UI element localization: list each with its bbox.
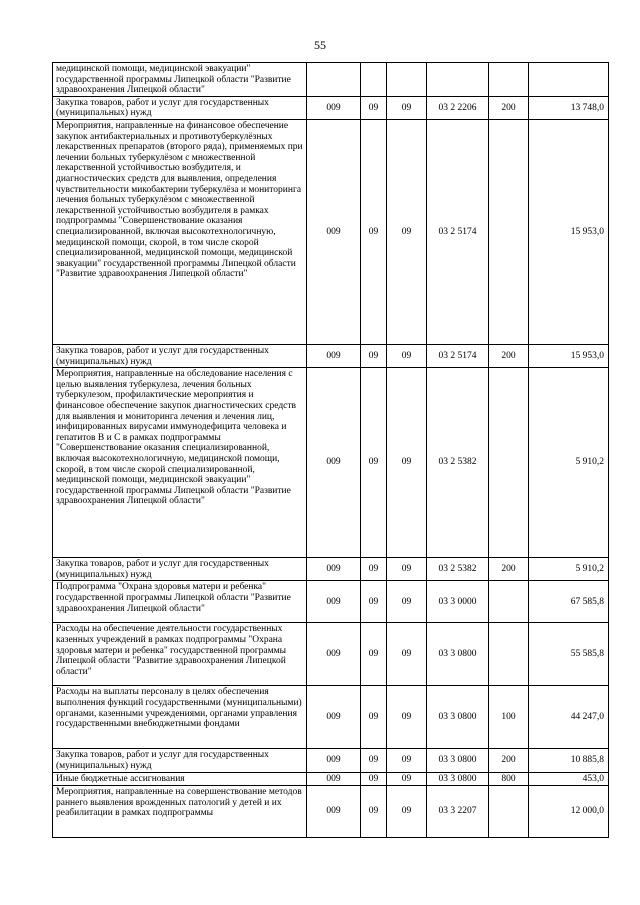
section-code: 09 [361, 96, 387, 119]
expense-kind-code: 800 [489, 772, 529, 786]
row-name: Расходы на выплаты персоналу в целях обеспечения выполнения функций государственными (муниципальными) органами, казенными учреждениями, органами управления государственными внебюджетными фондами [53, 686, 307, 749]
target-code: 03 2 5382 [427, 558, 489, 581]
ministry-code: 009 [307, 368, 361, 558]
section-code: 09 [361, 344, 387, 367]
expense-kind-code [489, 623, 529, 686]
amount: 55 585,8 [529, 623, 609, 686]
target-code: 03 2 5174 [427, 344, 489, 367]
target-code: 03 3 0800 [427, 686, 489, 749]
ministry-code: 009 [307, 581, 361, 623]
row-name: Иные бюджетные ассигнования [53, 772, 307, 786]
amount: 5 910,2 [529, 368, 609, 558]
expense-kind-code: 200 [489, 344, 529, 367]
section-code: 09 [361, 772, 387, 786]
section-code: 09 [361, 786, 387, 838]
amount: 453,0 [529, 772, 609, 786]
ministry-code: 009 [307, 786, 361, 838]
page-number: 55 [314, 38, 326, 52]
section-code: 09 [361, 558, 387, 581]
amount: 13 748,0 [529, 96, 609, 119]
subsection-code: 09 [387, 623, 427, 686]
target-code: 03 2 5174 [427, 119, 489, 344]
row-name: Закупка товаров, работ и услуг для государственных (муниципальных) нужд [53, 344, 307, 367]
row-name: Мероприятия, направленные на финансовое обеспечение закупок антибактериальных и противотуберкулёзных лекарственных препаратов (второго ряда), применяемых при лечении больных туберкулёзом с множественной лекарственной устойчивостью возбудителя, и диагностических средств для выявления, определения чувствительности микобактерии туберкулёза и мониторинга лечения больных туберкулёзом с множественной лекарственной устойчивостью возбудителя в рамках подпрограммы "Совершенствование оказания специализированной, включая высокотехнологичную, медицинской помощи, скорой, в том числе скорой специализированной, медицинской помощи, медицинской эвакуации" государственной программы Липецкой области "Развитие здравоохранения Липецкой области" [53, 119, 307, 344]
subsection-code: 09 [387, 119, 427, 344]
expense-kind-code [489, 786, 529, 838]
target-code: 03 3 0800 [427, 772, 489, 786]
table-row [53, 749, 609, 772]
table-row [53, 63, 609, 97]
ministry-code: 009 [307, 623, 361, 686]
ministry-code: 009 [307, 749, 361, 772]
table-row [53, 558, 609, 581]
subsection-code: 09 [387, 749, 427, 772]
subsection-code: 09 [387, 581, 427, 623]
amount: 15 953,0 [529, 344, 609, 367]
section-code: 09 [361, 686, 387, 749]
ministry-code: 009 [307, 119, 361, 344]
subsection-code: 09 [387, 786, 427, 838]
ministry-code: 009 [307, 96, 361, 119]
budget-table-body [53, 63, 609, 838]
subsection-code [387, 63, 427, 97]
amount: 44 247,0 [529, 686, 609, 749]
section-code: 09 [361, 623, 387, 686]
expense-kind-code [489, 119, 529, 344]
subsection-code: 09 [387, 772, 427, 786]
expense-kind-code: 200 [489, 558, 529, 581]
table-row [53, 96, 609, 119]
table-row [53, 772, 609, 786]
subsection-code: 09 [387, 368, 427, 558]
target-code [427, 63, 489, 97]
expense-kind-code: 200 [489, 96, 529, 119]
amount: 12 000,0 [529, 786, 609, 838]
section-code: 09 [361, 581, 387, 623]
row-name: Расходы на обеспечение деятельности государственных казенных учреждений в рамках подпрограммы "Охрана здоровья матери и ребенка" государственной программы Липецкой области "Развитие здравоохранения Липецкой области" [53, 623, 307, 686]
budget-table [52, 62, 609, 838]
row-name: Закупка товаров, работ и услуг для государственных (муниципальных) нужд [53, 749, 307, 772]
target-code: 03 2 5382 [427, 368, 489, 558]
target-code: 03 3 2207 [427, 786, 489, 838]
row-name: медицинской помощи, медицинской эвакуации" государственной программы Липецкой области "Развитие здравоохранения Липецкой области" [53, 63, 307, 97]
target-code: 03 3 0800 [427, 623, 489, 686]
target-code: 03 3 0000 [427, 581, 489, 623]
table-row [53, 686, 609, 749]
subsection-code: 09 [387, 558, 427, 581]
row-name: Мероприятия, направленные на обследование населения с целью выявления туберкулеза, лечения больных туберкулезом, профилактические мероприятия и финансовое обеспечение закупок диагностических средств для выявления и мониторинга лечения и лечения лиц, инфицированных вирусами иммунодефицита человека и гепатитов В и С в рамках подпрограммы "Совершенствование оказания специализированной, включая высокотехнологичную, медицинской помощи, скорой, в том числе скорой специализированной, медицинской помощи, медицинской эвакуации" государственной программы Липецкой области "Развитие здравоохранения Липецкой области" [53, 368, 307, 558]
section-code: 09 [361, 368, 387, 558]
table-row [53, 344, 609, 367]
expense-kind-code [489, 63, 529, 97]
table-row [53, 581, 609, 623]
row-name: Закупка товаров, работ и услуг для государственных (муниципальных) нужд [53, 96, 307, 119]
subsection-code: 09 [387, 344, 427, 367]
expense-kind-code [489, 368, 529, 558]
row-name: Мероприятия, направленные на совершенствование методов раннего выявления врожденных патологий у детей и их реабилитации в рамках подпрограммы [53, 786, 307, 838]
table-row [53, 786, 609, 838]
target-code: 03 3 0800 [427, 749, 489, 772]
ministry-code: 009 [307, 772, 361, 786]
amount [529, 63, 609, 97]
ministry-code: 009 [307, 686, 361, 749]
table-row [53, 623, 609, 686]
subsection-code: 09 [387, 96, 427, 119]
row-name: Закупка товаров, работ и услуг для государственных (муниципальных) нужд [53, 558, 307, 581]
ministry-code [307, 63, 361, 97]
amount: 10 885,8 [529, 749, 609, 772]
expense-kind-code [489, 581, 529, 623]
amount: 15 953,0 [529, 119, 609, 344]
section-code [361, 63, 387, 97]
ministry-code: 009 [307, 558, 361, 581]
ministry-code: 009 [307, 344, 361, 367]
target-code: 03 2 2206 [427, 96, 489, 119]
section-code: 09 [361, 119, 387, 344]
amount: 5 910,2 [529, 558, 609, 581]
table-row [53, 119, 609, 344]
subsection-code: 09 [387, 686, 427, 749]
expense-kind-code: 200 [489, 749, 529, 772]
section-code: 09 [361, 749, 387, 772]
amount: 67 585,8 [529, 581, 609, 623]
table-row [53, 368, 609, 558]
expense-kind-code: 100 [489, 686, 529, 749]
row-name: Подпрограмма "Охрана здоровья матери и ребенка" государственной программы Липецкой области "Развитие здравоохранения Липецкой области" [53, 581, 307, 623]
